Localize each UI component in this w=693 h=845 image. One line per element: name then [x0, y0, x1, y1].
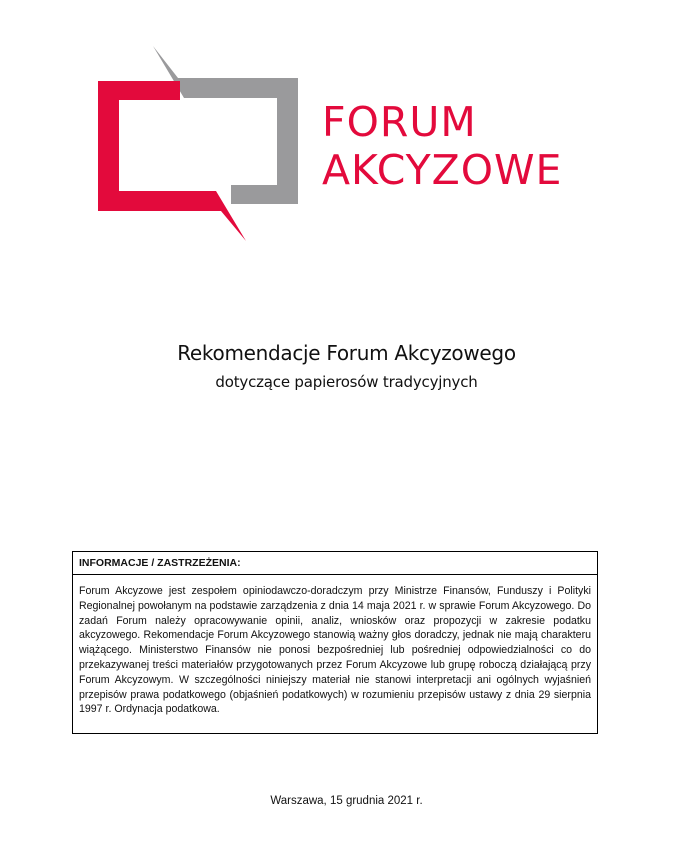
speech-bubbles-logo-icon	[98, 44, 298, 244]
red-speech-bubble-shape	[98, 81, 246, 241]
logo-word-forum: FORUM	[322, 98, 477, 146]
logo-word-akcyzowe: AKCYZOWE	[322, 146, 563, 194]
document-title: Rekomendacje Forum Akcyzowego	[177, 341, 516, 365]
disclaimer-heading: INFORMACJE / ZASTRZEŻENIA:	[73, 557, 597, 575]
disclaimer-body: Forum Akcyzowe jest zespołem opiniodawczo-doradczym przy Ministrze Finansów, Funduszy i Polityki Regionalnej powołanym na podstawie zarządzenia z dnia 14 maja 2021 r. w sprawie Forum Akcyzowego. Do zadań Forum należy opracowywanie opinii, analiz, wniosków oraz propozycji w zakresie podatku akcyzowego. Rekomendacje Forum Akcyzowego stanowią ważny głos doradczy, jednak nie mają charakteru wiążącego. Ministerstwo Finansów nie ponosi bezpośredniej lub pośredniej odpowiedzialności co do przekazywanej treści materiałów przygotowanych przez Forum Akcyzowe lub grupę roboczą działającą przy Forum Akcyzowym. W szczególności niniejszy materiał nie stanowi interpretacji ani ogólnych wyjaśnień przepisów prawa podatkowego (objaśnień podatkowych) w rozumieniu przepisów ustawy z dnia 29 sierpnia 1997 r. Ordynacja podatkowa.	[79, 585, 591, 716]
gray-speech-bubble-shape	[153, 46, 298, 204]
forum-akcyzowe-logo	[98, 44, 588, 244]
place-and-date: Warszawa, 15 grudnia 2021 r.	[270, 795, 423, 807]
document-subtitle: dotyczące papierosów tradycyjnych	[215, 373, 478, 391]
disclaimer-box	[72, 551, 598, 734]
